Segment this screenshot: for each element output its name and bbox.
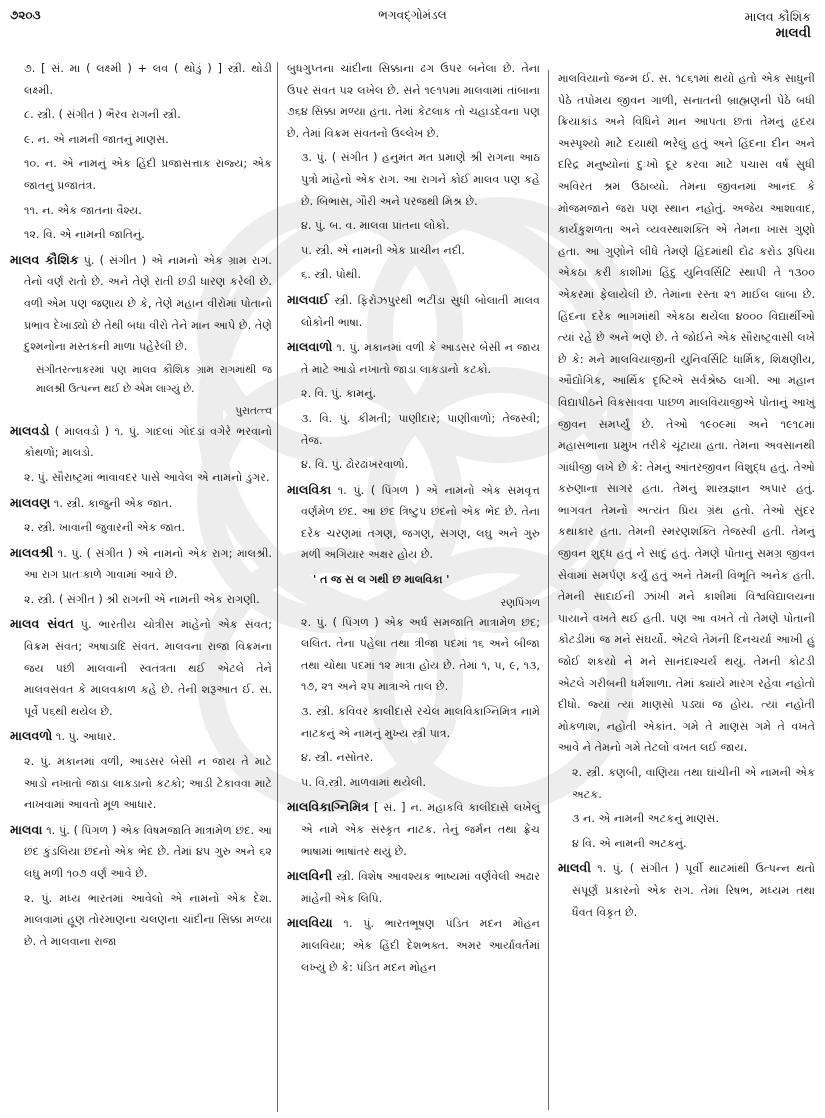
- dictionary-entry: [287, 479, 540, 566]
- column-3: [558, 68, 815, 926]
- dictionary-entry: [558, 857, 815, 923]
- sense-definition: ૨. સ્ત્રી. ખાવાની જુવારની એક જાત.: [24, 521, 185, 535]
- dictionary-entry: [10, 420, 272, 464]
- dictionary-entry: [287, 865, 540, 909]
- column-1: [10, 58, 272, 955]
- dictionary-entry: [10, 249, 272, 358]
- sense-definition: ૨. વિ. પું. કામનું.: [301, 387, 377, 401]
- page-number: ૭૨૦૩: [10, 8, 41, 22]
- entry-headword: માલવાઈ: [287, 291, 330, 307]
- sense-definition: ૯. ન. એ નામની જાતનું માણસ.: [24, 132, 169, 146]
- page-header: [0, 0, 825, 52]
- sense-definition: ૨. પું. સૌરાષ્ટ્રમાં ભાવાવદર પાસે આવેલ એ નામનો ડુંગર.: [24, 470, 270, 484]
- dictionary-entry: [287, 289, 540, 333]
- entry-headword: માલવડો: [10, 422, 50, 438]
- column-divider: [548, 70, 549, 1110]
- entry-headword: માલવિયા: [287, 915, 333, 931]
- guide-words: [745, 8, 811, 42]
- sense-definition: ૩. પું. ( સંગીત ) હનુમંત મત પ્રમાણે શ્રી રાગના આઠ પુત્રો માંહેનો એક રાગ. આ રાગને કોઈ માલવ પણ કહે છે. બિભાસ, ગૌરી અને પરજથી મિશ્ર છે.: [301, 151, 540, 208]
- entry-definition: સ્ત્રી. ફિરોઝપુરથી ભટીંડા સુધી બોલાતી માલવ લોકોની ભાષા.: [301, 293, 540, 329]
- entry-headword: માલવી: [558, 860, 591, 876]
- entry-definition: પું. ભારતીય ચોત્રીસ માંહેનો એક સંવત; વિક્રમ સંવત; અષાડાદિ સંવત. માલવના રાજા વિક્રમના જય પછી માલવાની સ્વતંત્રતા થઈ એટલે તેને માલવસંવત કે માલવકાળ કહે છે. તેની શરૂઆત ઈ. સ. પૂર્વે ૫૬થી થયેલ છે.: [24, 618, 272, 718]
- entry-headword: માલવિની: [287, 868, 333, 884]
- guide-word-first: માલવ કૌશિક: [744, 9, 811, 24]
- sense-definition: ૪. વિ. પું. ઢોરઢાંખરવાળો.: [301, 458, 409, 472]
- column-divider: [277, 62, 278, 1112]
- dictionary-entry: [10, 819, 272, 885]
- entry-definition: ૧. પું. ( સંગીત ) પૂર્વી થાટમાંથી ઉત્પન્ન થતો સંપૂર્ણ પ્રકારનો એક રાગ. તેમાં રિષભ, મધ્યમ તથા ધૈવત વિકૃત છે.: [572, 862, 815, 919]
- sense-definition: ૧૧. ન. એક જાતના વૈશ્ય.: [24, 203, 142, 217]
- sense-definition: ૭. [ સં. મા ( લક્ષ્મી ) + લવ ( થોડું ) ] સ્ત્રી. થોડી લક્ષ્મી.: [24, 62, 272, 97]
- entry-headword: માલવશ્રી: [10, 544, 54, 560]
- sense-definition: બુધગુપ્તના ચાંદીના સિક્કાના ઢગ ઉપર બનેલા છે. તેના ઉપર સંવત ૫૨ લખેલ છે. સને ૧૯૧૫માં માલવામાં તાંબાના ૭૬૪ સિક્કા મળ્યા હતા. તેમાં કેટલાક તો ચહાડદેવના પણ છે. તેમાં વિક્રમ સંવતનો ઉલ્લેખ છે.: [287, 62, 540, 140]
- guide-word-last: માલવી: [775, 25, 811, 41]
- sense-definition: ૮. સ્ત્રી. ( સંગીત ) ભૈરવ રાગની સ્ત્રી.: [24, 108, 181, 122]
- sense-definition: ૨. સ્ત્રી. કણબી, વાણિયા તથા ઘાંચીની એ નામની એક અટક.: [572, 766, 815, 801]
- sense-definition: ૨. પું. ( પિંગળ ) એક અર્ધ સમજાતિ માત્રામેળ છંદ; લલિત. તેના પહેલા તથા ત્રીજા પદમાં ૧૬ અને બીજા તથા ચોથા પદમાં ૧૨ માત્રા હોય છે. તેમાં ૧, ૫, ૯, ૧૩, ૧૭, ૨૧ અને ૨૫ માત્રાએ તાલ છે.: [301, 615, 540, 694]
- sense-definition: ૧૨. વિ. એ નામની જાતિનું.: [24, 228, 145, 242]
- entry-headword: માલવ સંવત: [10, 616, 74, 632]
- sense-definition: ૫. વિ.સ્ત્રી. માળવામાં થયેલી.: [301, 775, 427, 789]
- sense-definition: ૬. સ્ત્રી. પોથી.: [301, 268, 362, 282]
- citation-source: પુરાતત્ત્વ: [235, 404, 272, 417]
- sense-definition: ૩. વિ. પું. કીમતી; પાણીદાર; પાણીવાળો; તેજસ્વી; તેજ.: [301, 411, 540, 447]
- entry-definition: ૧. પું. ( સંગીત ) એ નામનો એક રાગ; માલશ્રી. આ રાગ પ્રાતઃકાળે ગાવામાં આવે છે.: [24, 546, 272, 582]
- entry-definition: ૧. પું. ( પિંગળ ) એક વિષમજાતિ માત્રામેળ છંદ. આ છંદ કુંડલિયા છંદનો એક ભેદ છે. તેમાં ૪૫ ગુરુ અને ૬૨ લઘુ મળી ૧૦૭ વર્ણ આવે છે.: [24, 823, 272, 880]
- sense-definition: ૫. સ્ત્રી. એ નામની એક પ્રાચીન નદી.: [301, 243, 465, 257]
- citation-source: રણપિંગળ: [500, 596, 540, 609]
- quotation: ' ત જ સ લ ગથી છ માલવિકા ': [313, 573, 450, 587]
- entry-headword: માલવ કૌશિક: [10, 251, 79, 267]
- sense-definition: માલવિયાનો જન્મ ઈ. સ. ૧૮૬૧માં થયો હતો એક સાધુની પેઠે તપોમય જીવન ગાળી, સનાતની બ્રાહ્મણની પેઠે બધી ક્રિયાકાંડ અને વિધિને માન આપતા છતાં તેમનું હૃદય અસ્પૃશ્યો માટે દયાથી ભરેલું હતું અને હિંદના દીન અને દરિદ્ર મનુષ્યોનાં દુઃખો દૂર કરવા માટે પચાસ વર્ષ સુધી અવિરત શ્રમ ઉઠાવ્યો. તેમના જીવનમાં આનંદ કે મોજમજાને જરા પણ સ્થાન નહોતું. અજેય આશાવાદ, કાર્યકુશળતા અને વ્યવસ્થાશક્તિ એ તેમના ખાસ ગુણો હતા. આ ગુણોને લીધે તેમણે હિંદમાંથી દોઢ કરોડ રૂપિયા એકઠા કરી કાશીમાં હિંદુ યુનિવર્સિટિ સ્થાપી તે ૧૩૦૦ એકરમાં ફેલાયેલી છે. તેમાંના રસ્તા ૨૧ માઈલ લાંબા છે. હિંદના દરેક ભાગમાંથી એકઠા થયેલા ૪૦૦૦ વિદ્યાર્થીઓ ત્યાં રહે છે અને ભણે છે. તે જોઈને એક સૌરાષ્ટ્રવાસી લખે છે કે: મને માલવિયાજીની યુનિવર્સિટિ ધાર્મિક, શિક્ષણીય, ઔદ્યોગિક, આર્થિક દૃષ્ટિએ સર્વશ્રેષ્ઠ લાગી. આ મહાન વિદ્યાપીઠને વિકસાવવા પાછળ માલવિયાજીએ પોતાનું આખું જીવન સમર્પ્યું છે. તેઓ ૧૯૦૯માં અને ૧૯૧૮માં મહાસભાના પ્રમુખ તરીકે ચૂંટાયા હતા. તેમના અવસાનથી ગાંધીજી લખે છે કે: તેમનું આંતરજીવન વિશુદ્ધ હતું. તેઓ કરુણાના સાગર હતા. તેમનું શાસ્ત્રજ્ઞાન અપાર હતું. ભાગવત તેમનો અત્યંત પ્રિય ગ્રંથ હતો. તેઓ સુંદર કથાકાર હતા. તેમની સ્મરણશક્તિ તેજસ્વી હતી. તેમનું જીવન શુદ્ધ હતું ને સાદું હતું. તેમણે પોતાનું સમગ્ર જીવન સેવામાં સમર્પણ કર્યું હતું અને તેમની વિભૂતિ અનેક હતી. તેમની સાદાઈની ઝાંખી મને કાશીમાં વિશ્વવિદ્યાલયના પાયાને વખતે થઈ હતી. પણ આ વખતે તો તેમણે પોતાની કોટડીમાં જ મને સંઘર્યો. એટલે તેમની દિનચર્યા આખી હું જોઈ શકયો ને મને સાનંદાશ્ચર્ય થયું. તેમની કોટડી એટલે ગરીબની ધર્મશાળા. તેમાં ક્યાંયે મારગ રહેવા નહોતો દીધો. જ્યાં ત્યાં માણસો પડ્યાં જ હોય. ત્યાં નહોતી મોકળાશ, નહોતી એકાંત. ગમે તે માણસ ગમે તે વખતે આવે ને તેમનો ગમે તેટલો વખત લઈ જાય.: [558, 72, 815, 755]
- sense-definition: ૩ ન. એ નામની અટકનું માણસ.: [572, 812, 719, 826]
- entry-headword: માલવા: [10, 821, 43, 837]
- entry-definition: ૧. પું. આધાર.: [52, 730, 116, 744]
- quotation: સંગીતરત્નાકરમાં પણ માલવ કૌશિક ગ્રામ રાગમાંથી જ માલશ્રી ઉત્પન્ન થઈ છે એમ લાગ્યું છે.: [36, 363, 272, 395]
- sense-definition: ૩. સ્ત્રી. કવિવર કાલીદાસે રચેલ માલવિકાગ્નિમિત્ર નામે નાટકનું એ નામનું મુખ્ય સ્ત્રી પાત્ર.: [301, 705, 540, 740]
- entry-definition: ( માલવડો ) ૧. પું. ગાદલાં ગોદડાં વગેરે ભરવાનો કોથળો; માલડો.: [24, 424, 272, 460]
- dictionary-entry: [10, 725, 272, 748]
- entry-definition: પું. ( સંગીત ) એ નામનો એક ગ્રામ રાગ. તેનો વર્ણ રાતો છે. અને તેણે રાતી છડી ધારણ કરેલી છે. વળી એમ પણ જણાય છે કે, તેણે મહાન વીરોમાં પોતાનો પ્રભાવ દેખાડ્યો છે તેથી બધા વીરો તેને માન આપે છે. તેણે દુશ્મનોના મસ્તકની માળા પહેરેલી છે.: [24, 253, 272, 354]
- sense-definition: ૪. પું. બ. વ. માલવા પ્રાંતના લોકો.: [301, 219, 450, 233]
- entry-definition: સ્ત્રી. વિશેષ આવશ્યક ભાષ્યમાં વર્ણવેલી અઢાર માંહેની એક લિપિ.: [301, 870, 540, 905]
- entry-definition: ૧. પું. ભારતભૂષણ પંડિત મદન મોહન માલવિયા; એક હિંદી દેશભક્ત. અમર આર્યાવર્તમાં લખ્યું છે કે: પંડિત મદન મોહન: [301, 917, 540, 974]
- entry-definition: [ સં. ] ન. મહાકવિ કાલીદાસે લખેલું એ નામે એક સંસ્કૃત નાટક. તેનું જર્મન તથા ફ્રેંચ ભાષામાં ભાષાંતર થયું છે.: [301, 801, 540, 858]
- entry-headword: માલવાળો: [287, 339, 333, 355]
- entry-headword: માલવિકાગ્નિમિત્ર: [287, 799, 369, 815]
- entry-headword: માલવણ: [10, 494, 51, 510]
- sense-definition: ૧૦. ન. એ નામનું એક હિંદી પ્રજાસત્તાક રાજ્ય; એક જાતનું પ્રજાતંત્ર.: [24, 157, 272, 192]
- sense-definition: ૪ વિ. એ નામની અટકનું.: [572, 836, 687, 850]
- entry-definition: ૧. પું. મકાનમાં વળી કે આડસર બેસી ન જાય તે માટે આડો નખાતો જાડા લાકડાનો કટકો.: [301, 341, 540, 376]
- sense-definition: ૪. સ્ત્રી. નસોતર.: [301, 751, 374, 765]
- dictionary-entry: [287, 912, 540, 978]
- entry-definition: ૧. પું. ( પિંગળ ) એ નામનો એક સમવૃત્ત વર્ણમેળ છંદ. આ છંદ ત્રિષ્ટુપ છંદનો એક ભેદ છે. તેના દરેક ચરણમાં તગણ, જગણ, સગણ, લઘુ અને ગુરુ મળી અગિયાર અક્ષર હોય છે.: [301, 483, 540, 562]
- dictionary-entry: [10, 492, 272, 515]
- sense-definition: ૨. સ્ત્રી. ( સંગીત ) શ્રી રાગની એ નામની એક રાગણી.: [24, 592, 260, 606]
- sense-definition: ૨. પું. મધ્ય ભારતમાં આવેલો એ નામનો એક દેશ. માલવામાં હૂણ તોરમાણના ચલણના ચાંદીના સિક્કા મળ્યા છે. તે માલવાના રાજા: [24, 891, 272, 948]
- dictionary-entry: [10, 542, 272, 586]
- dictionary-entry: [287, 336, 540, 380]
- entry-definition: ૧. સ્ત્રી. કાજુની એક જાત.: [50, 496, 173, 510]
- sense-definition: ૨. પું. મકાનમાં વળી, આડસર બેસી ન જાય તે માટે આડો નખાતો જાડા લાકડાનો કટકો; આડી ટેકાવવા માટે નાખવામાં આવતો મૂળ આધાર.: [24, 755, 272, 812]
- entry-headword: માલવળો: [10, 728, 53, 744]
- column-2: [287, 58, 540, 981]
- dictionary-entry: [287, 796, 540, 862]
- dictionary-entry: [10, 613, 272, 722]
- book-title: ભગવદ્ગોમંડલ: [378, 8, 447, 22]
- entry-headword: માલવિકા: [287, 481, 332, 497]
